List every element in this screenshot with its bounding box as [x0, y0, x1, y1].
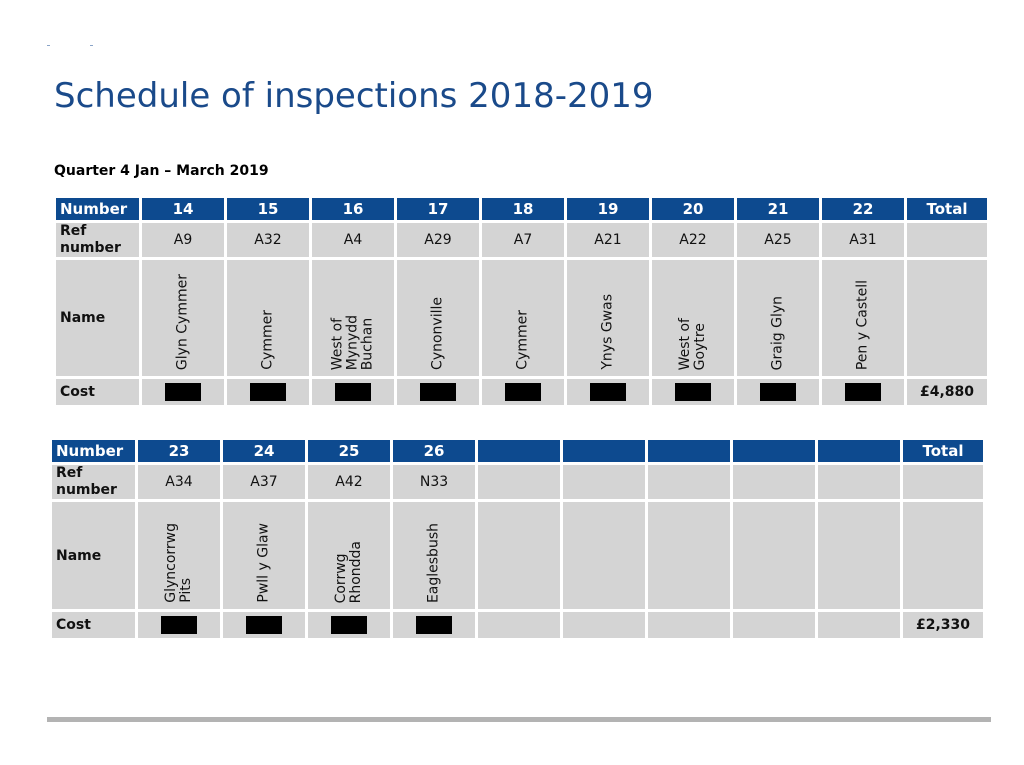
site-name: Cynonville — [429, 297, 446, 370]
site-name-cell — [563, 502, 645, 609]
redacted-cost — [675, 383, 711, 401]
redacted-cost — [760, 383, 796, 401]
site-name-cell — [393, 502, 475, 609]
cost-row — [52, 612, 983, 638]
header-marks — [47, 44, 93, 47]
ref-total-cell — [907, 223, 987, 257]
site-name: West of Mynydd Buchan — [329, 314, 376, 370]
cost-cell — [142, 379, 224, 405]
ref-number-label: Ref number — [56, 223, 139, 257]
cost-cell — [393, 612, 475, 638]
inspection-number: 21 — [737, 198, 819, 220]
cost-cell — [478, 612, 560, 638]
site-name-cell — [648, 502, 730, 609]
site-name-cell — [138, 502, 220, 609]
redacted-cost — [416, 616, 452, 634]
total-cost: £4,880 — [907, 379, 987, 405]
site-name-cell — [223, 502, 305, 609]
site-name: Eaglesbush — [425, 522, 442, 603]
redacted-cost — [161, 616, 197, 634]
cost-cell — [312, 379, 394, 405]
header-row — [52, 440, 983, 462]
redacted-cost — [246, 616, 282, 634]
site-name-cell — [482, 260, 564, 376]
ref-number-cell: A29 — [397, 223, 479, 257]
name-total-cell — [903, 502, 983, 609]
site-name-cell — [818, 502, 900, 609]
inspection-number: 22 — [822, 198, 904, 220]
cost-cell — [652, 379, 734, 405]
inspection-number: 18 — [482, 198, 564, 220]
site-name-cell — [397, 260, 479, 376]
ref-number-cell — [733, 465, 815, 499]
ref-number-cell: N33 — [393, 465, 475, 499]
page-title: Schedule of inspections 2018-2019 — [54, 76, 654, 116]
site-name-cell — [142, 260, 224, 376]
site-name: West of Goytre — [677, 317, 708, 370]
name-total-cell — [907, 260, 987, 376]
inspection-number: 23 — [138, 440, 220, 462]
site-name: Ynys Gwas — [599, 294, 616, 370]
redacted-cost — [165, 383, 201, 401]
site-name: Graig Glyn — [769, 295, 786, 370]
site-name: Glyncorrwg Pits — [163, 523, 194, 603]
site-name-cell — [308, 502, 390, 609]
site-name-cell — [652, 260, 734, 376]
redacted-cost — [331, 616, 367, 634]
redacted-cost — [845, 383, 881, 401]
site-name: Glyn Cymmer — [174, 273, 191, 370]
ref-number-cell: A7 — [482, 223, 564, 257]
site-name: Corrwg Rhondda — [333, 540, 364, 603]
cost-cell — [482, 379, 564, 405]
cost-cell — [227, 379, 309, 405]
inspection-number: 24 — [223, 440, 305, 462]
site-name-cell — [822, 260, 904, 376]
redacted-cost — [250, 383, 286, 401]
site-name-cell — [567, 260, 649, 376]
cost-label: Cost — [56, 379, 139, 405]
site-name-cell — [733, 502, 815, 609]
ref-total-cell — [903, 465, 983, 499]
total-cost: £2,330 — [903, 612, 983, 638]
inspection-number: 14 — [142, 198, 224, 220]
ref-number-cell: A34 — [138, 465, 220, 499]
total-label: Total — [903, 440, 983, 462]
cost-row — [56, 379, 987, 405]
ref-row — [56, 223, 987, 257]
cost-cell — [138, 612, 220, 638]
cost-cell — [397, 379, 479, 405]
inspection-number: 16 — [312, 198, 394, 220]
ref-number-cell: A9 — [142, 223, 224, 257]
footer-bar — [47, 717, 991, 722]
site-name-cell — [478, 502, 560, 609]
cost-cell — [818, 612, 900, 638]
ref-number-label: Ref number — [52, 465, 135, 499]
inspection-number: 15 — [227, 198, 309, 220]
cost-cell — [223, 612, 305, 638]
ref-number-cell: A4 — [312, 223, 394, 257]
inspection-number: 26 — [393, 440, 475, 462]
ref-number-cell: A25 — [737, 223, 819, 257]
inspection-number: 17 — [397, 198, 479, 220]
ref-number-cell — [478, 465, 560, 499]
name-label: Name — [52, 502, 135, 609]
cost-cell — [308, 612, 390, 638]
name-label: Name — [56, 260, 139, 376]
redacted-cost — [335, 383, 371, 401]
ref-number-cell: A42 — [308, 465, 390, 499]
name-row — [56, 260, 987, 376]
number-label: Number — [56, 198, 139, 220]
redacted-cost — [590, 383, 626, 401]
inspection-number: 19 — [567, 198, 649, 220]
total-label: Total — [907, 198, 987, 220]
redacted-cost — [420, 383, 456, 401]
ref-number-cell: A32 — [227, 223, 309, 257]
cost-cell — [822, 379, 904, 405]
cost-cell — [563, 612, 645, 638]
ref-row — [52, 465, 983, 499]
ref-number-cell — [818, 465, 900, 499]
cost-cell — [733, 612, 815, 638]
site-name: Cymmer — [514, 310, 531, 370]
inspection-number: 25 — [308, 440, 390, 462]
quarter-subtitle: Quarter 4 Jan – March 2019 — [54, 163, 269, 179]
ref-number-cell — [648, 465, 730, 499]
site-name: Pen y Castell — [854, 279, 871, 370]
ref-number-cell — [563, 465, 645, 499]
inspection-number: 20 — [652, 198, 734, 220]
cost-cell — [567, 379, 649, 405]
header-row — [56, 198, 987, 220]
cost-cell — [648, 612, 730, 638]
inspection-number — [648, 440, 730, 462]
cost-cell — [737, 379, 819, 405]
redacted-cost — [505, 383, 541, 401]
ref-number-cell: A22 — [652, 223, 734, 257]
ref-number-cell: A37 — [223, 465, 305, 499]
site-name-cell — [312, 260, 394, 376]
site-name: Cymmer — [259, 310, 276, 370]
inspection-number — [733, 440, 815, 462]
site-name-cell — [227, 260, 309, 376]
name-row — [52, 502, 983, 609]
inspection-number — [818, 440, 900, 462]
inspection-table-q4-part1 — [53, 195, 990, 408]
site-name-cell — [737, 260, 819, 376]
ref-number-cell: A21 — [567, 223, 649, 257]
ref-number-cell: A31 — [822, 223, 904, 257]
site-name: Pwll y Glaw — [255, 523, 272, 603]
inspection-number — [478, 440, 560, 462]
cost-label: Cost — [52, 612, 135, 638]
inspection-table-q4-part2 — [49, 437, 986, 641]
inspection-number — [563, 440, 645, 462]
number-label: Number — [52, 440, 135, 462]
